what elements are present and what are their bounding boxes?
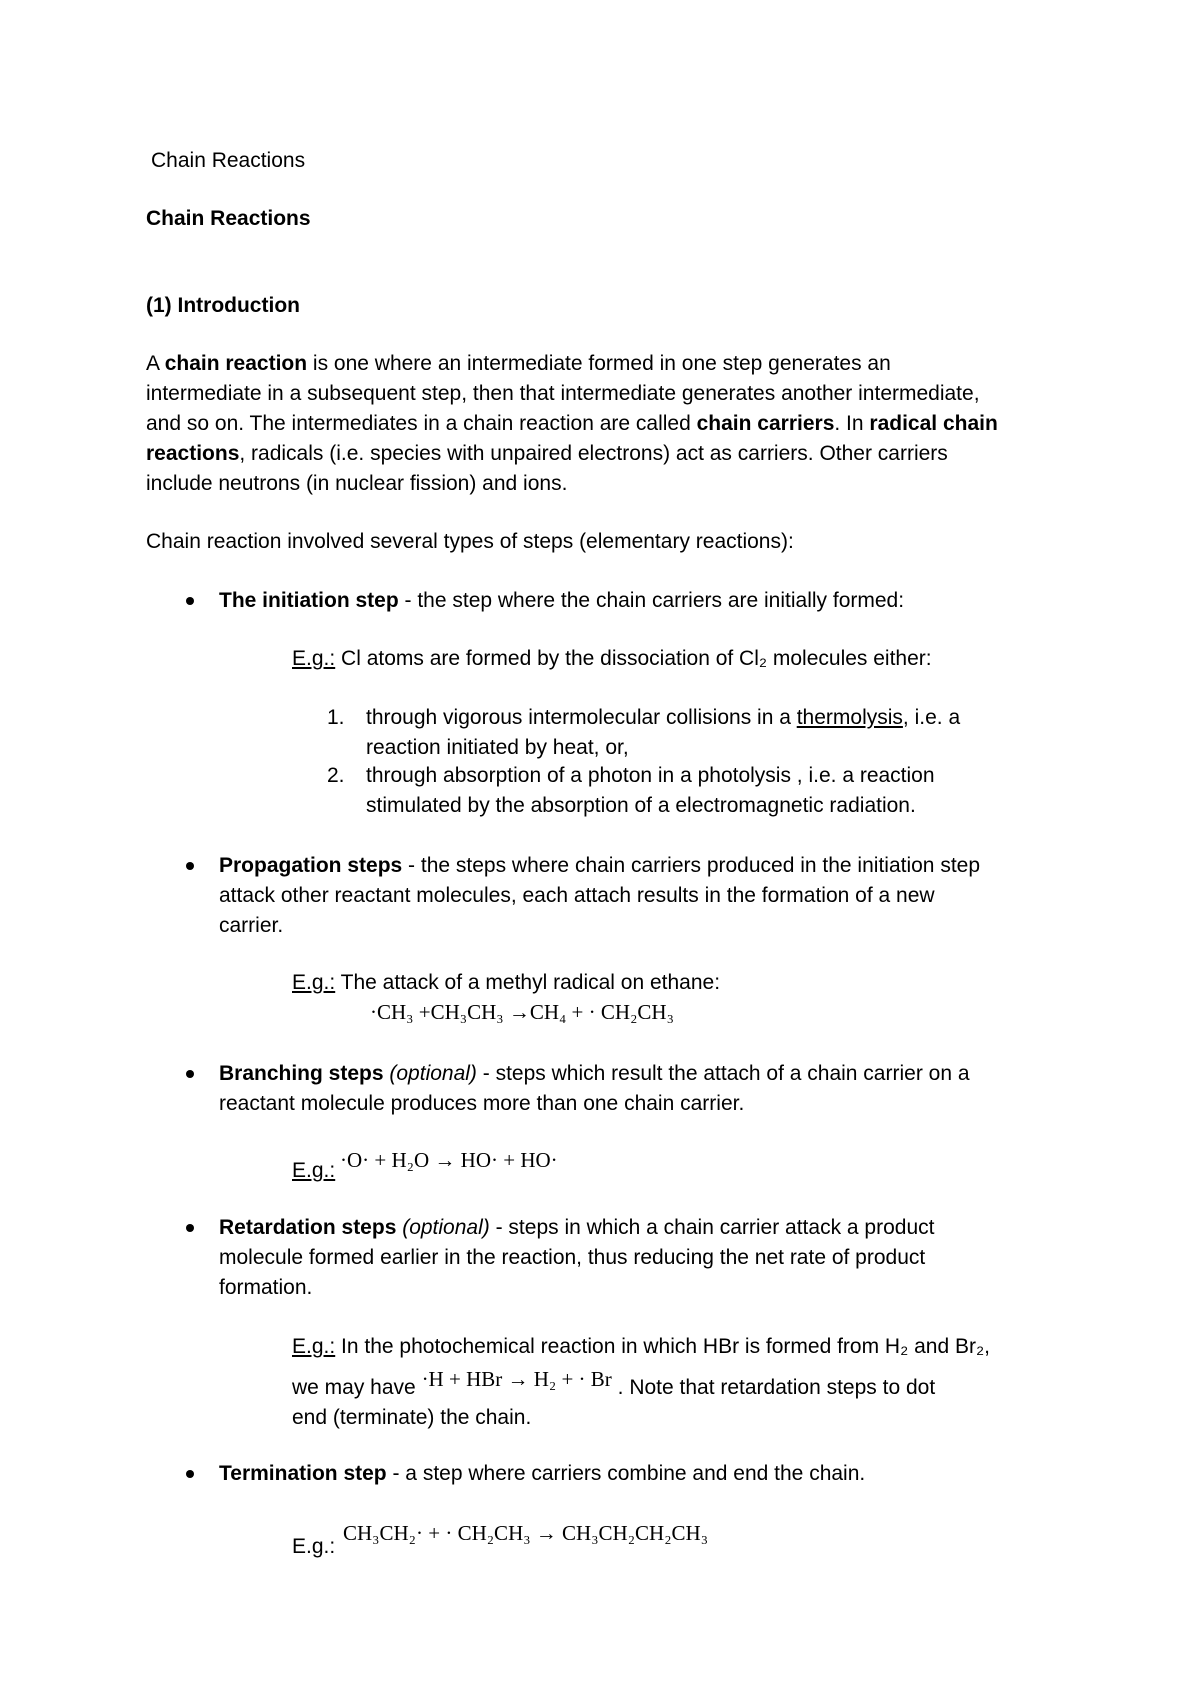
step-name: Termination step bbox=[219, 1462, 387, 1485]
step-line: carrier. bbox=[219, 914, 284, 937]
example-line bbox=[292, 1332, 1092, 1362]
intro-line-3 bbox=[146, 409, 1046, 439]
bullet-icon bbox=[186, 862, 194, 870]
text: through vigorous intermolecular collisions in a bbox=[366, 706, 797, 729]
page-title: Chain Reactions bbox=[146, 207, 311, 230]
list-number-1: 1. bbox=[327, 706, 345, 729]
text: we may have bbox=[292, 1376, 422, 1399]
bullet-icon bbox=[186, 1470, 194, 1478]
eg-text: Cl atoms are formed by the dissociation of Cl₂ molecules either: bbox=[335, 647, 932, 670]
step-line bbox=[219, 851, 1099, 881]
text: . In bbox=[834, 412, 870, 435]
running-header: Chain Reactions bbox=[151, 149, 306, 172]
propagation-equation: ·CH₃ +CH₃CH₃ →CH₄ + · CH₂CH₃ bbox=[370, 1000, 674, 1024]
text: is one where an intermediate formed in one step generates an bbox=[307, 352, 891, 375]
term-thermolysis: thermolysis bbox=[796, 706, 903, 729]
term-chain-reaction: chain reaction bbox=[164, 352, 308, 375]
step-line: attack other reactant molecules, each attach results in the formation of a new bbox=[219, 884, 935, 907]
step-name: The initiation step bbox=[219, 589, 399, 612]
list-item-line bbox=[366, 703, 1066, 733]
intro-line-2: intermediate in a subsequent step, then that intermediate generates another intermediate, bbox=[146, 382, 980, 405]
term-chain-carriers: chain carriers bbox=[696, 412, 835, 435]
initiation-step bbox=[219, 586, 904, 616]
bullet-icon bbox=[186, 1224, 194, 1232]
text: . Note that retardation steps to dot bbox=[611, 1376, 936, 1399]
list-item-line: through absorption of a photon in a photolysis , i.e. a reaction bbox=[366, 764, 935, 787]
retardation-equation: ·H + HBr → H₂ + · Br bbox=[421, 1367, 612, 1391]
list-item-line: reaction initiated by heat, or, bbox=[366, 736, 629, 759]
termination-example-label: E.g.: bbox=[292, 1535, 336, 1558]
propagation-example bbox=[292, 968, 720, 998]
eg-label: E.g.: bbox=[292, 647, 336, 670]
example-line: end (terminate) the chain. bbox=[292, 1406, 532, 1429]
text: , radicals (i.e. species with unpaired electrons) act as carriers. Other carriers bbox=[239, 442, 948, 465]
step-name: Retardation steps bbox=[219, 1216, 397, 1239]
optional-tag: (optional) bbox=[396, 1216, 490, 1239]
step-line: formation. bbox=[219, 1276, 313, 1299]
list-item-1 bbox=[366, 703, 1066, 763]
text: A bbox=[146, 352, 165, 375]
types-intro: Chain reaction involved several types of steps (elementary reactions): bbox=[146, 530, 794, 553]
step-desc: - the step where the chain carriers are initially formed: bbox=[398, 589, 905, 612]
text: , i.e. a bbox=[902, 706, 961, 729]
termination-equation: CH₃CH₂· + · CH₂CH₃ → CH₃CH₂CH₂CH₃ bbox=[343, 1521, 709, 1545]
optional-tag: (optional) bbox=[383, 1062, 477, 1085]
eg-text: The attack of a methyl radical on ethane: bbox=[335, 971, 721, 994]
step-desc: - steps in which a chain carrier attack a product bbox=[489, 1216, 935, 1239]
step-line: molecule formed earlier in the reaction, thus reducing the net rate of product bbox=[219, 1246, 926, 1269]
text: and so on. The intermediates in a chain reaction are called bbox=[146, 412, 697, 435]
step-desc: - a step where carriers combine and end the chain. bbox=[386, 1462, 866, 1485]
step-line bbox=[219, 1059, 1099, 1089]
branching-example bbox=[292, 1156, 335, 1186]
branching-equation: ·O· + H₂O → HO· + HO· bbox=[340, 1148, 558, 1172]
intro-line-5: include neutrons (in nuclear fission) and ions. bbox=[146, 472, 568, 495]
intro-line-4 bbox=[146, 439, 1046, 469]
eg-label: E.g.: bbox=[292, 1335, 336, 1358]
list-number-2: 2. bbox=[327, 764, 345, 787]
term-radical-chain: radical chain bbox=[869, 412, 998, 435]
eg-text: In the photochemical reaction in which HBr is formed from H₂ and Br₂, bbox=[335, 1335, 990, 1358]
intro-line-1 bbox=[146, 349, 1046, 379]
step-line bbox=[219, 1213, 1099, 1243]
term-reactions: reactions bbox=[146, 442, 240, 465]
termination-step bbox=[219, 1459, 865, 1489]
initiation-example bbox=[292, 644, 932, 674]
bullet-icon bbox=[186, 597, 194, 605]
eg-label: E.g.: bbox=[292, 971, 336, 994]
eg-label: E.g.: bbox=[292, 1159, 336, 1182]
retardation-step bbox=[219, 1213, 1099, 1303]
list-item-2 bbox=[366, 761, 1066, 821]
bullet-icon bbox=[186, 1070, 194, 1078]
section-heading: (1) Introduction bbox=[146, 294, 300, 317]
propagation-step bbox=[219, 851, 1099, 941]
step-desc: - steps which result the attach of a chain carrier on a bbox=[476, 1062, 970, 1085]
step-desc: - the steps where chain carriers produced in the initiation step bbox=[402, 854, 981, 877]
step-name: Branching steps bbox=[219, 1062, 384, 1085]
step-line: reactant molecule produces more than one chain carrier. bbox=[219, 1092, 745, 1115]
list-item-line: stimulated by the absorption of a electromagnetic radiation. bbox=[366, 794, 916, 817]
intro-paragraph bbox=[146, 349, 1046, 499]
step-name: Propagation steps bbox=[219, 854, 403, 877]
retardation-example bbox=[292, 1332, 1092, 1433]
branching-step bbox=[219, 1059, 1099, 1119]
example-line bbox=[292, 1367, 1092, 1403]
